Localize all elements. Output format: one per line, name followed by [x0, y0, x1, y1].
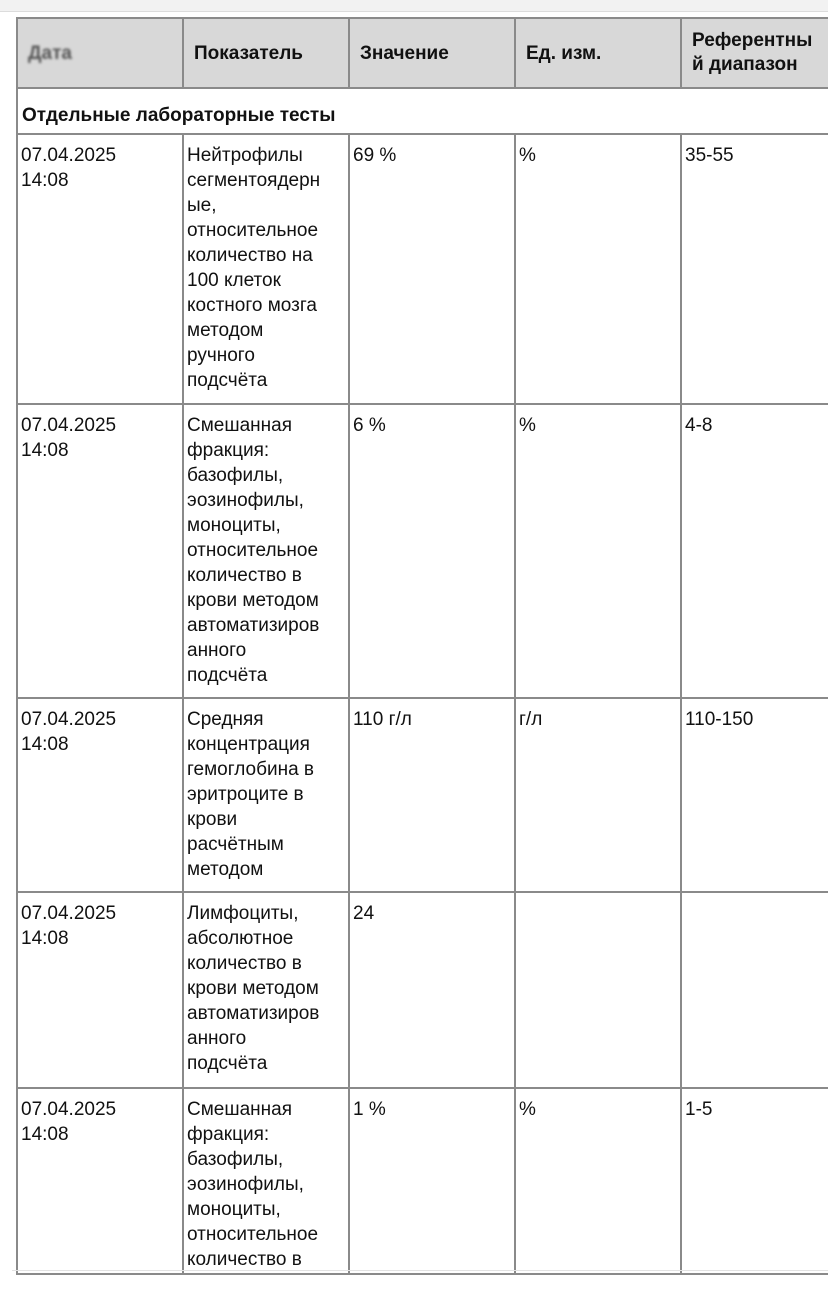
- cell-value: 24: [349, 892, 515, 1088]
- cell-reference: 35-55: [681, 134, 828, 404]
- cell-date: 07.04.2025 14:08: [17, 404, 183, 698]
- cell-date: 07.04.2025 14:08: [17, 892, 183, 1088]
- cell-unit: %: [515, 134, 681, 404]
- cell-date: 07.04.2025 14:08: [17, 134, 183, 404]
- cell-reference: [681, 892, 828, 1088]
- cell-indicator: Лимфоциты, абсолютное количество в крови методом автоматизиров анного подсчёта: [183, 892, 349, 1088]
- cell-value: 6 %: [349, 404, 515, 698]
- cell-value: 110 г/л: [349, 698, 515, 892]
- cell-unit: %: [515, 404, 681, 698]
- section-row: [17, 88, 828, 134]
- header-indicator: Показатель: [183, 18, 349, 88]
- lab-results-table: [16, 17, 828, 1275]
- cell-unit: [515, 892, 681, 1088]
- cell-indicator: Средняя концентрация гемоглобина в эритроците в крови расчётным методом: [183, 698, 349, 892]
- cell-indicator: Нейтрофилы сегментоядерн ые, относительное количество на 100 клеток костного мозга методом ручного подсчёта: [183, 134, 349, 404]
- header-value: Значение: [349, 18, 515, 88]
- results-table-container: [16, 17, 828, 1275]
- table-row: [17, 404, 828, 698]
- table-header-row: [17, 18, 828, 88]
- cell-value: 1 %: [349, 1088, 515, 1274]
- section-title: Отдельные лабораторные тесты: [17, 88, 828, 134]
- header-unit: Ед. изм.: [515, 18, 681, 88]
- cell-date: 07.04.2025 14:08: [17, 698, 183, 892]
- cell-unit: %: [515, 1088, 681, 1274]
- bottom-divider: [12, 1270, 828, 1271]
- header-date: Дата: [17, 18, 183, 88]
- cell-value: 69 %: [349, 134, 515, 404]
- table-row: [17, 892, 828, 1088]
- top-divider: [0, 0, 828, 12]
- cell-reference: 4-8: [681, 404, 828, 698]
- table-row: [17, 1088, 828, 1274]
- cell-reference: 110-150: [681, 698, 828, 892]
- table-row: [17, 134, 828, 404]
- cell-indicator: Смешанная фракция: базофилы, эозинофилы, моноциты, относительное количество в: [183, 1088, 349, 1274]
- table-row: [17, 698, 828, 892]
- cell-indicator: Смешанная фракция: базофилы, эозинофилы, моноциты, относительное количество в крови методом автоматизиров анного подсчёта: [183, 404, 349, 698]
- header-reference: Референтны й диапазон: [681, 18, 828, 88]
- cell-reference: 1-5: [681, 1088, 828, 1274]
- cell-date: 07.04.2025 14:08: [17, 1088, 183, 1274]
- cell-unit: г/л: [515, 698, 681, 892]
